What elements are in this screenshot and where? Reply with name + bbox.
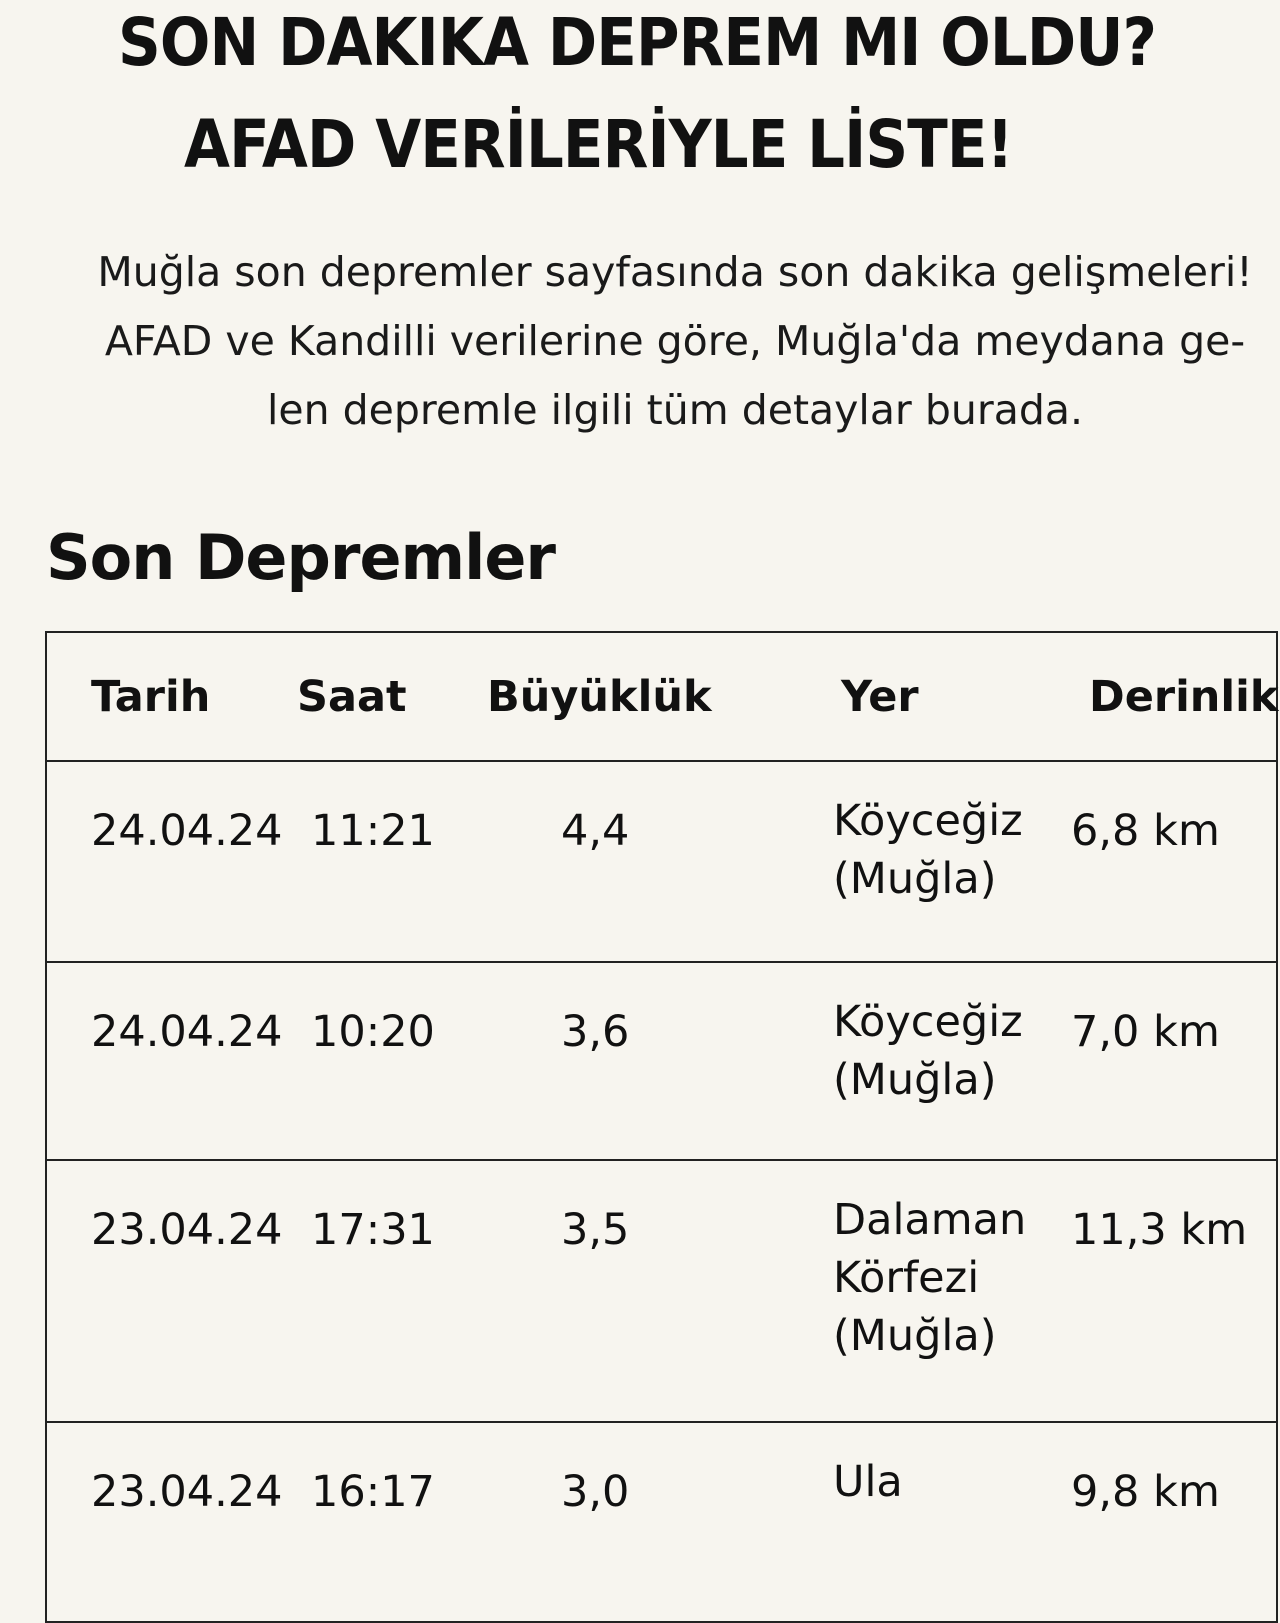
headline-line-1: SON DAKIKA DEPREM MI OLDU?: [118, 4, 1157, 81]
cell-date: 24.04.24: [46, 761, 291, 962]
cell-magnitude: 3,5: [481, 1160, 771, 1422]
cell-depth: 11,3 km: [1021, 1160, 1277, 1422]
lead-line-1: Muğla son depremler sayfasında son dakika gelişmeleri!: [97, 248, 1253, 296]
table-row: [46, 761, 1277, 962]
cell-depth: 7,0 km: [1021, 962, 1277, 1160]
header-time: Saat: [291, 632, 481, 761]
header-place: Yer: [771, 632, 1021, 761]
lead-line-2: AFAD ve Kandilli verilerine göre, Muğla'da meydana ge-: [104, 317, 1246, 365]
headline-line-2: AFAD VERİLERİYLE LİSTE!: [184, 106, 1013, 183]
cell-place: Köyceğiz (Muğla): [771, 761, 1021, 962]
cell-time: 10:20: [291, 962, 481, 1160]
cell-time: 17:31: [291, 1160, 481, 1422]
cell-magnitude: 3,0: [481, 1422, 771, 1622]
cell-date: 24.04.24: [46, 962, 291, 1160]
cell-magnitude: 3,6: [481, 962, 771, 1160]
earthquake-table: [45, 631, 1278, 1623]
table-header-row: [46, 632, 1277, 761]
cell-place: Dalaman Körfezi (Muğla): [771, 1160, 1021, 1422]
table-row: [46, 962, 1277, 1160]
table-row: [46, 1422, 1277, 1622]
header-depth: Derinlik: [1021, 632, 1277, 761]
cell-depth: 9,8 km: [1021, 1422, 1277, 1622]
header-date: Tarih: [46, 632, 291, 761]
cell-magnitude: 4,4: [481, 761, 771, 962]
lead-paragraph: [60, 238, 1280, 445]
cell-place: Köyceğiz (Muğla): [771, 962, 1021, 1160]
lead-line-3: len depremle ilgili tüm detaylar burada.: [266, 386, 1084, 434]
header-magnitude: Büyüklük: [481, 632, 771, 761]
cell-date: 23.04.24: [46, 1160, 291, 1422]
cell-date: 23.04.24: [46, 1422, 291, 1622]
cell-place: Ula: [771, 1422, 1021, 1622]
table-row: [46, 1160, 1277, 1422]
cell-time: 16:17: [291, 1422, 481, 1622]
section-title: Son Depremler: [46, 521, 555, 594]
cell-time: 11:21: [291, 761, 481, 962]
cell-depth: 6,8 km: [1021, 761, 1277, 962]
